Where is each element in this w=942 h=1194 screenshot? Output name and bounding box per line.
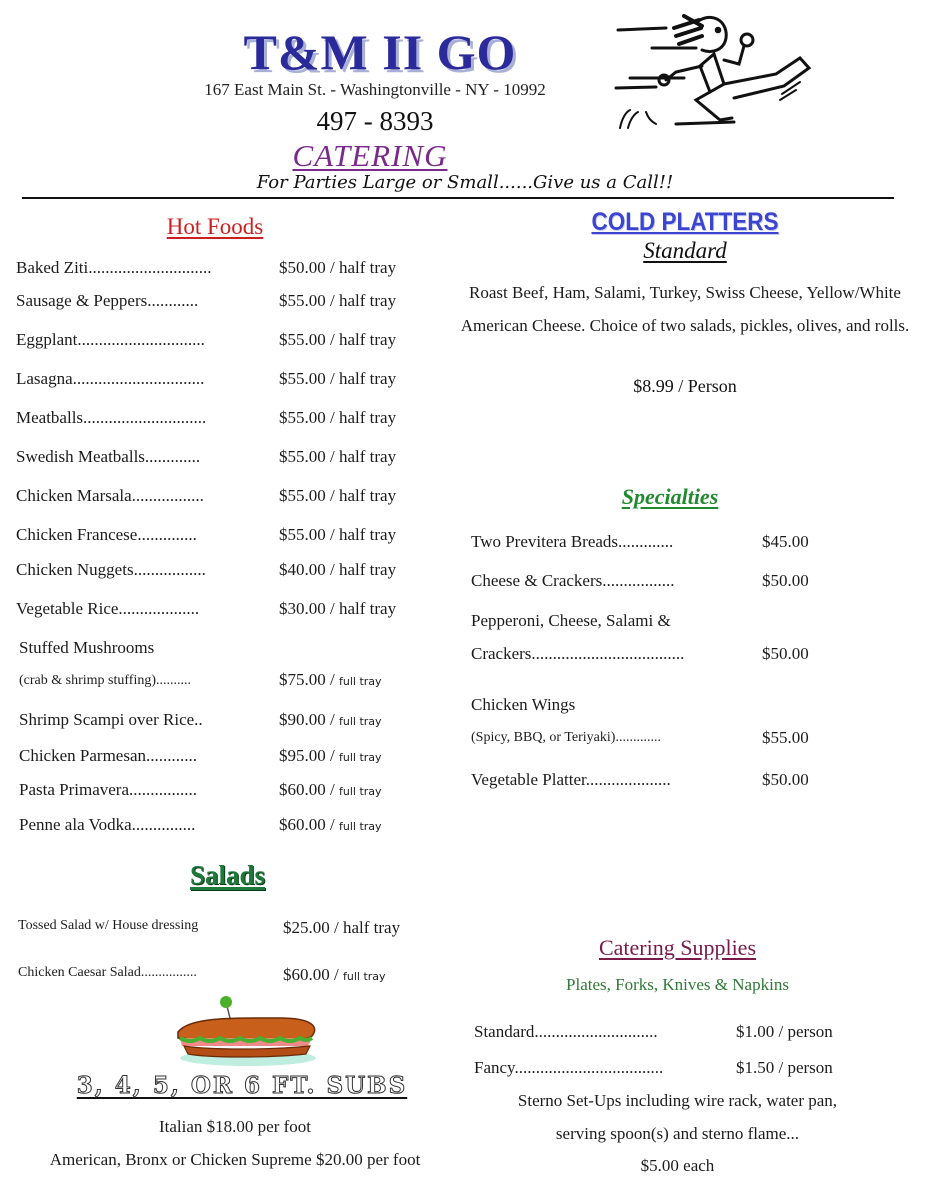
menu-item-name: Chicken Caesar Salad................ bbox=[18, 965, 197, 980]
menu-item-name: Stuffed Mushrooms bbox=[19, 638, 155, 657]
menu-item-name: Two Previtera Breads............. bbox=[471, 532, 674, 551]
catering-heading: CATERING bbox=[292, 138, 448, 173]
sterno-price: $5.00 each bbox=[640, 1156, 715, 1175]
menu-item-price: $55.00 / half tray bbox=[279, 525, 397, 544]
menu-item-name: Eggplant.............................. bbox=[16, 330, 205, 349]
cold-platter-description: Roast Beef, Ham, Salami, Turkey, Swiss Cheese, Yellow/White American Cheese. Choice of two salads, pickles, olives, and rolls. bbox=[460, 283, 910, 335]
sterno-description-line1: Sterno Set-Ups including wire rack, water pan, bbox=[517, 1091, 838, 1110]
menu-item-price: $55.00 / half tray bbox=[279, 408, 397, 427]
sub-sandwich-icon bbox=[170, 992, 320, 1072]
menu-item-price: $60.00 / full tray bbox=[283, 965, 386, 984]
menu-item-price: $75.00 / full tray bbox=[279, 670, 382, 689]
menu-item-name: Vegetable Platter.................... bbox=[471, 770, 671, 789]
menu-item-price: $55.00 bbox=[762, 728, 809, 747]
menu-item-name: Cheese & Crackers................. bbox=[471, 571, 675, 590]
catering-supplies-heading: Catering Supplies bbox=[598, 935, 757, 960]
menu-item-price: $50.00 bbox=[762, 770, 809, 789]
menu-item-name: Chicken Wings bbox=[471, 695, 576, 714]
running-boy-icon bbox=[604, 8, 816, 136]
menu-item-name: Penne ala Vodka............... bbox=[19, 815, 196, 834]
sterno-description-line2: serving spoon(s) and sterno flame... bbox=[555, 1124, 800, 1143]
subs-heading: 3, 4, 5, OR 6 FT. SUBS bbox=[76, 1072, 408, 1099]
menu-item-price: $60.00 / full tray bbox=[279, 815, 382, 834]
menu-item-name: Chicken Marsala................. bbox=[16, 486, 204, 505]
menu-item-price: $55.00 / half tray bbox=[279, 486, 397, 505]
menu-item-name: Shrimp Scampi over Rice.. bbox=[19, 710, 203, 729]
menu-item-price: $40.00 / half tray bbox=[279, 560, 397, 579]
menu-item-price: $90.00 / full tray bbox=[279, 710, 382, 729]
menu-item-name: Baked Ziti............................. bbox=[16, 258, 212, 277]
tagline: For Parties Large or Small......Give us a Call!! bbox=[256, 172, 674, 193]
cold-platters-heading: COLD PLATTERS bbox=[591, 208, 779, 236]
catering-supplies-subtitle: Plates, Forks, Knives & Napkins bbox=[566, 975, 789, 994]
menu-item-price: $55.00 / half tray bbox=[279, 369, 397, 388]
menu-item-name: Swedish Meatballs............. bbox=[16, 447, 201, 466]
menu-item-name: Chicken Francese.............. bbox=[16, 525, 197, 544]
header-divider bbox=[22, 197, 894, 199]
supply-item-name: Standard............................. bbox=[474, 1022, 658, 1041]
address: 167 East Main St. - Washingtonville - NY - 10992 bbox=[204, 80, 546, 99]
standard-subheading: Standard bbox=[643, 238, 727, 263]
subs-price-italian: Italian $18.00 per foot bbox=[158, 1117, 311, 1136]
menu-item-name: Chicken Nuggets................. bbox=[16, 560, 206, 579]
menu-item-name: Meatballs............................. bbox=[16, 408, 207, 427]
menu-item-name: Sausage & Peppers............ bbox=[16, 291, 199, 310]
menu-item-name: Lasagna............................... bbox=[16, 369, 205, 388]
specialties-heading: Specialties bbox=[621, 484, 719, 509]
subs-price-american: American, Bronx or Chicken Supreme $20.00 per foot bbox=[49, 1150, 421, 1169]
menu-item-price: $95.00 / full tray bbox=[279, 746, 382, 765]
menu-item-note: (crab & shrimp stuffing).......... bbox=[19, 673, 191, 688]
menu-item-name: Vegetable Rice................... bbox=[16, 599, 200, 618]
menu-item-price: $30.00 / half tray bbox=[279, 599, 397, 618]
logo-title: T&M II GO bbox=[243, 24, 517, 80]
menu-item-price: $55.00 / half tray bbox=[279, 330, 397, 349]
menu-item-price: $50.00 / half tray bbox=[279, 258, 397, 277]
supply-item-price: $1.50 / person bbox=[736, 1058, 833, 1077]
menu-item-price: $55.00 / half tray bbox=[279, 291, 397, 310]
supply-item-price: $1.00 / person bbox=[736, 1022, 833, 1041]
menu-item-name: Chicken Parmesan............ bbox=[19, 746, 197, 765]
hot-foods-heading: Hot Foods bbox=[166, 214, 264, 239]
menu-item-name: Crackers.................................... bbox=[471, 644, 685, 663]
menu-item-price: $50.00 bbox=[762, 644, 809, 663]
menu-item-price: $60.00 / full tray bbox=[279, 780, 382, 799]
menu-item-price: $45.00 bbox=[762, 532, 809, 551]
menu-item-price: $25.00 / half tray bbox=[283, 918, 401, 937]
supply-item-name: Fancy................................... bbox=[474, 1058, 664, 1077]
phone-number: 497 - 8393 bbox=[316, 106, 434, 136]
salads-heading: Salads bbox=[189, 860, 266, 890]
menu-item-note: (Spicy, BBQ, or Teriyaki)............. bbox=[471, 730, 661, 745]
menu-item-name: Pasta Primavera................ bbox=[19, 780, 197, 799]
menu-item-name: Tossed Salad w/ House dressing bbox=[18, 918, 199, 933]
menu-item-price: $50.00 bbox=[762, 571, 809, 590]
menu-item-name: Pepperoni, Cheese, Salami & bbox=[471, 611, 671, 630]
cold-platter-price: $8.99 / Person bbox=[633, 376, 737, 396]
menu-item-price: $55.00 / half tray bbox=[279, 447, 397, 466]
